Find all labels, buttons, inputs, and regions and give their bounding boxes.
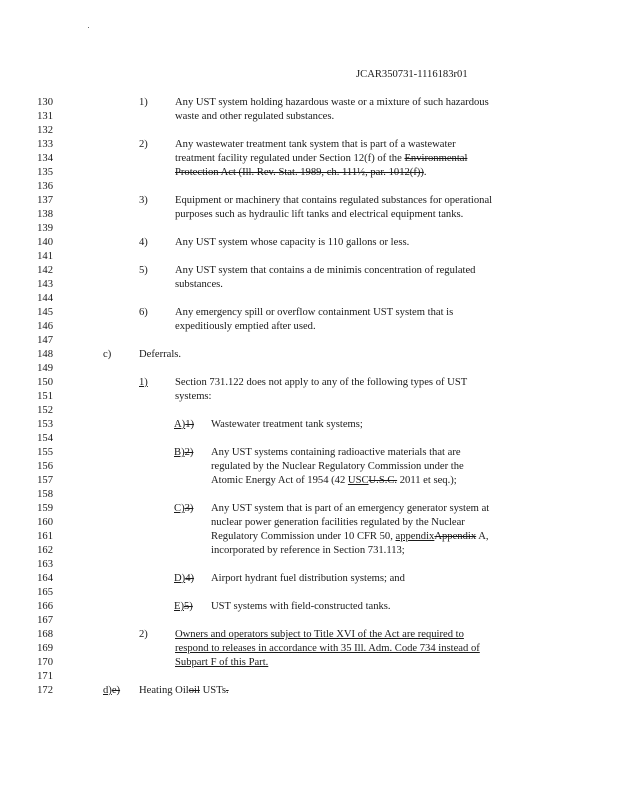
line-number: 162 bbox=[37, 545, 53, 556]
line-number: 146 bbox=[37, 321, 53, 332]
line-number: 164 bbox=[37, 573, 53, 584]
paragraph-line: Any UST system holding hazardous waste or a mixture of such hazardous bbox=[175, 97, 489, 108]
paragraph-line bbox=[175, 167, 427, 179]
subsection-marker bbox=[103, 685, 120, 697]
deleted-text: 4) bbox=[185, 573, 195, 584]
deleted-text: oil bbox=[188, 685, 200, 696]
paragraph-line bbox=[211, 531, 489, 543]
subitem-marker bbox=[174, 601, 193, 613]
paragraph-line bbox=[211, 475, 457, 487]
subsection-marker: c) bbox=[103, 349, 112, 360]
line-number: 133 bbox=[37, 139, 53, 150]
line-number: 141 bbox=[37, 251, 53, 262]
line-number: 167 bbox=[37, 615, 53, 626]
line-number: 158 bbox=[37, 489, 53, 500]
paragraph-line: incorporated by reference in Section 731.113; bbox=[211, 545, 405, 556]
paragraph-line: Wastewater treatment tank systems; bbox=[211, 419, 363, 430]
item-marker: 2) bbox=[139, 629, 148, 640]
deleted-text: 1) bbox=[185, 419, 195, 430]
subitem-marker bbox=[174, 573, 194, 585]
line-number: 148 bbox=[37, 349, 53, 360]
text-run: Atomic Energy Act of 1954 (42 bbox=[211, 475, 348, 486]
line-number: 131 bbox=[37, 111, 53, 122]
line-number: 145 bbox=[37, 307, 53, 318]
inserted-text: appendix bbox=[395, 531, 435, 542]
inserted-text: d) bbox=[103, 685, 112, 696]
inserted-text: E) bbox=[174, 601, 184, 612]
line-number: 140 bbox=[37, 237, 53, 248]
line-number: 161 bbox=[37, 531, 53, 542]
line-number: 149 bbox=[37, 363, 53, 374]
paragraph-line: purposes such as hydraulic lift tanks and electrical equipment tanks. bbox=[175, 209, 464, 220]
deleted-text: Appendix bbox=[434, 531, 477, 542]
text-run: Heating Oil bbox=[139, 685, 189, 696]
paragraph-line: nuclear power generation facilities regulated by the Nuclear bbox=[211, 517, 465, 528]
text-run: 2011 et seq.); bbox=[397, 475, 457, 486]
paragraph-line: waste and other regulated substances. bbox=[175, 111, 335, 122]
line-number: 147 bbox=[37, 335, 53, 346]
paragraph-line bbox=[175, 153, 467, 165]
line-number: 152 bbox=[37, 405, 53, 416]
line-number: 144 bbox=[37, 293, 53, 304]
line-number: 171 bbox=[37, 671, 53, 682]
deleted-text: e) bbox=[111, 685, 121, 696]
item-marker: 3) bbox=[139, 195, 148, 206]
deleted-text: Environmental bbox=[404, 153, 468, 164]
line-number: 156 bbox=[37, 461, 53, 472]
line-number: 160 bbox=[37, 517, 53, 528]
deleted-text: U.S.C. bbox=[368, 475, 398, 486]
item-marker: 1) bbox=[139, 377, 148, 388]
line-number: 159 bbox=[37, 503, 53, 514]
item-marker: 6) bbox=[139, 307, 148, 318]
text-run: A, bbox=[476, 531, 489, 542]
item-marker: 1) bbox=[139, 97, 148, 108]
line-number: 153 bbox=[37, 419, 53, 430]
line-number: 132 bbox=[37, 125, 53, 136]
paragraph-line: Any UST system that is part of an emergency generator system at bbox=[211, 503, 490, 514]
deleted-text: 5) bbox=[184, 601, 193, 612]
line-number: 130 bbox=[37, 97, 53, 108]
line-number: 139 bbox=[37, 223, 53, 234]
paragraph-line: Any UST system whose capacity is 110 gallons or less. bbox=[175, 237, 410, 248]
line-number: 168 bbox=[37, 629, 53, 640]
inserted-text: USC bbox=[347, 475, 369, 486]
inserted-text: Subpart F of this Part. bbox=[175, 657, 269, 668]
line-number: 135 bbox=[37, 167, 53, 178]
line-number: 155 bbox=[37, 447, 53, 458]
paragraph-line: Airport hydrant fuel distribution systems; and bbox=[211, 573, 405, 584]
paragraph-line: UST systems with field-constructed tanks. bbox=[211, 601, 391, 612]
paragraph-line: Section 731.122 does not apply to any of the following types of UST bbox=[175, 377, 468, 388]
text-run: Regulatory Commission under 10 CFR 50, bbox=[211, 531, 396, 542]
inserted-text: respond to releases in accordance with 35 Ill. Adm. Code 734 instead of bbox=[175, 643, 480, 654]
inserted-text: Owners and operators subject to Title XVI of the Act are required to bbox=[175, 629, 464, 640]
subitem-marker bbox=[174, 447, 193, 459]
paragraph-line: expeditiously emptied after used. bbox=[175, 321, 316, 332]
line-number: 143 bbox=[37, 279, 53, 290]
line-number: 150 bbox=[37, 377, 53, 388]
paragraph-line: Any UST systems containing radioactive materials that are bbox=[211, 447, 461, 458]
line-number: 137 bbox=[37, 195, 53, 206]
scan-speck bbox=[88, 27, 89, 28]
deleted-text: 2) bbox=[184, 447, 194, 458]
item-marker: 5) bbox=[139, 265, 148, 276]
line-number: 142 bbox=[37, 265, 53, 276]
paragraph-line: substances. bbox=[175, 279, 223, 290]
line-number: 154 bbox=[37, 433, 53, 444]
line-number: 169 bbox=[37, 643, 53, 654]
inserted-text: A) bbox=[174, 419, 186, 430]
paragraph-line: Equipment or machinery that contains regulated substances for operational bbox=[175, 195, 493, 206]
text-run: USTs bbox=[199, 685, 226, 696]
subitem-marker bbox=[174, 503, 193, 515]
text-run: . bbox=[423, 167, 427, 178]
inserted-text: B) bbox=[174, 447, 185, 458]
line-number: 151 bbox=[37, 391, 53, 402]
inserted-text: C) bbox=[174, 503, 185, 514]
deleted-text: 3) bbox=[184, 503, 194, 514]
paragraph-line: Any UST system that contains a de minimis concentration of regulated bbox=[175, 265, 476, 276]
paragraph-line: Any wastewater treatment tank system that is part of a wastewater bbox=[175, 139, 456, 150]
subitem-marker bbox=[174, 419, 194, 431]
deleted-text: . bbox=[225, 685, 229, 696]
subsection-heading bbox=[139, 685, 229, 697]
inserted-text: D) bbox=[174, 573, 186, 584]
line-number: 136 bbox=[37, 181, 53, 192]
paragraph-line: systems: bbox=[175, 391, 212, 402]
subsection-heading: Deferrals. bbox=[139, 349, 182, 360]
line-number: 172 bbox=[37, 685, 53, 696]
line-number: 170 bbox=[37, 657, 53, 668]
line-number: 138 bbox=[37, 209, 53, 220]
line-number: 165 bbox=[37, 587, 53, 598]
item-marker: 2) bbox=[139, 139, 148, 150]
line-number: 157 bbox=[37, 475, 53, 486]
line-number: 163 bbox=[37, 559, 53, 570]
text-run: treatment facility regulated under Section 12(f) of the bbox=[175, 153, 405, 164]
item-marker: 4) bbox=[139, 237, 148, 248]
deleted-text: Protection Act (Ill. Rev. Stat. 1989, ch. 111½, par. 1012(f)) bbox=[175, 167, 424, 178]
line-number: 166 bbox=[37, 601, 53, 612]
paragraph-line: Any emergency spill or overflow containment UST system that is bbox=[175, 307, 454, 318]
paragraph-line: regulated by the Nuclear Regulatory Commission under the bbox=[211, 461, 464, 472]
document-id-header: JCAR350731-1116183r01 bbox=[356, 69, 468, 80]
line-number: 134 bbox=[37, 153, 53, 164]
